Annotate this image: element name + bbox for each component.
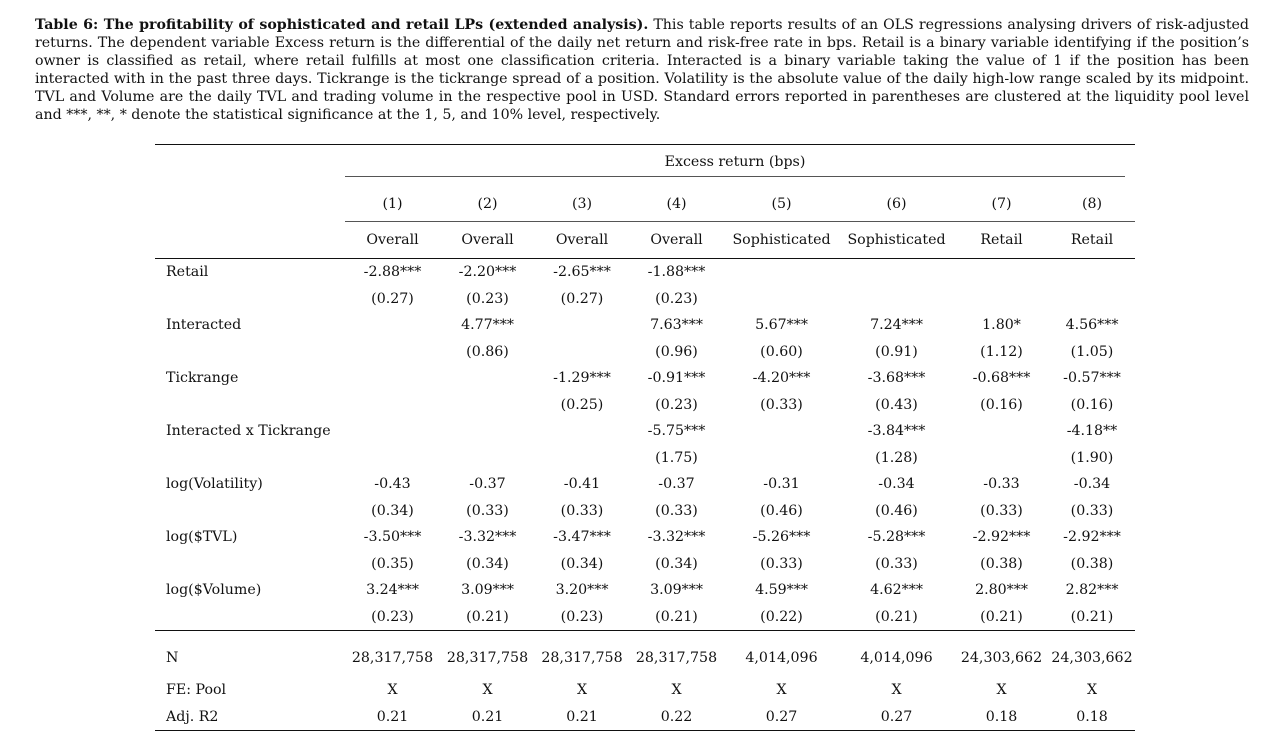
standard-error-cell: (0.35) [371,555,414,572]
standard-error-cell: (1.05) [1070,343,1114,360]
table-row-standard-errors [155,338,1135,365]
standard-error-cell: (0.21) [655,608,698,625]
coefficient-cell: 4.62*** [870,582,923,598]
table-row-standard-errors [155,444,1135,471]
standard-error-cell: (1.12) [980,343,1023,360]
table-row-standard-errors [155,391,1135,418]
coefficient-cell: -0.37 [658,476,695,492]
statistic-value-cell: X [482,682,493,699]
coefficient-cell: 4.56*** [1065,317,1119,333]
row-label: log(Volatility) [166,476,263,492]
standard-error-cell: (0.23) [655,290,698,307]
coefficient-cell: 4.59*** [755,582,808,598]
table-row-coefficients [155,418,1135,444]
column-sample-1: Overall [345,222,440,259]
standard-error-cell: (0.16) [1070,396,1114,413]
statistic-value-cell: X [891,682,902,699]
table-row-statistic [155,631,1135,678]
coefficient-cell: -2.65*** [553,264,611,280]
standard-error-cell: (0.33) [560,502,604,519]
statistic-label: Adj. R2 [166,708,219,725]
coefficient-cell [724,418,839,444]
caption-text: This table reports results of an OLS regressions analysing drivers of risk-adjusted returns. The dependent variable Excess return is the differential of the daily net return and risk-free rate in bps. Retail is a binary variable identifying if the position’s owner is classified as retail, where retail fulfills at most one classification criteria. Interacted is a binary variable taking the value of 1 if the position has been interacted with in the past three days. Tickrange is the tickrange spread of a position. Volatility is the absolute value of the daily high-low range scaled by its midpoint. TVL and Volume are the daily TVL and trading volume in the respective pool in USD. Standard errors reported in parentheses are clustered at the liquidity pool level and ***, **, * denote the statistical significance at the 1, 5, and 10% level, respectively. [35,17,1249,123]
coefficient-cell: 7.24*** [870,317,923,333]
coefficient-cell: -3.32*** [647,529,706,545]
coefficient-cell [440,365,535,391]
standard-error-cell: (0.16) [980,396,1023,413]
column-sample-4: Overall [629,222,724,259]
coefficient-cell: 1.80* [982,317,1021,333]
row-label: log($TVL) [166,529,238,545]
standard-error-cell: (0.43) [875,396,918,413]
coefficient-cell: -0.68*** [972,370,1031,386]
coefficient-cell: -5.75*** [647,423,706,439]
standard-error-cell: (0.27) [560,290,604,307]
standard-error-cell: (0.34) [466,555,509,572]
regression-table-container [155,144,1135,731]
coefficient-cell: -5.28*** [867,529,926,545]
column-sample-3: Overall [535,222,629,259]
standard-error-cell: (0.46) [875,502,918,519]
statistic-value-cell: 0.27 [880,708,913,725]
coefficient-cell: -0.57*** [1063,370,1121,386]
coefficient-cell: 7.63*** [650,317,703,333]
standard-error-cell: (0.23) [371,608,414,625]
statistic-value-cell: X [776,682,787,699]
column-sample-7: Retail [954,222,1049,259]
table-row-standard-errors [155,603,1135,631]
statistic-value-cell: 0.18 [985,708,1018,725]
coefficient-cell: -3.50*** [363,529,422,545]
coefficient-cell: -3.47*** [553,529,611,545]
column-number-6: (6) [839,186,954,222]
regression-table [155,144,1135,731]
coefficient-cell: -2.20*** [458,264,517,280]
coefficient-cell: -0.43 [374,476,411,492]
coefficient-cell [1049,259,1135,286]
table-row-coefficients [155,259,1135,286]
standard-error-cell: (0.96) [655,343,698,360]
coefficient-cell [724,259,839,286]
statistic-value-cell: X [996,682,1007,699]
statistic-label: N [155,631,345,678]
coefficient-cell: 3.20*** [555,582,609,598]
standard-error-cell: (0.34) [655,555,698,572]
coefficient-cell: 2.82*** [1065,582,1119,598]
row-label: Retail [166,264,209,280]
coefficient-cell: 4.77*** [461,317,514,333]
coefficient-cell: -3.68*** [867,370,926,386]
caption-label: Table 6: The profitability of sophisticated and retail LPs (extended analysis). [35,17,649,33]
coefficient-cell: -0.37 [469,476,506,492]
standard-error-cell [1049,285,1135,312]
statistic-value-cell: 0.21 [471,708,504,725]
standard-error-cell [954,444,1049,471]
coefficient-cell [954,418,1049,444]
standard-error-cell: (0.38) [1070,555,1114,572]
standard-error-cell [440,444,535,471]
statistic-value-cell: X [576,682,588,699]
statistic-value-cell: 0.21 [566,708,598,725]
standard-error-cell [535,444,629,471]
coefficient-cell [535,418,629,444]
standard-error-cell: (0.23) [560,608,604,625]
coefficient-cell: 3.24*** [366,582,419,598]
coefficient-cell: -0.41 [563,476,601,492]
standard-error-cell [440,391,535,418]
standard-error-cell: (0.25) [560,396,604,413]
coefficient-cell: -0.34 [1073,476,1111,492]
row-label: Tickrange [166,370,239,386]
bottom-rule [155,730,1135,731]
coefficient-cell: -2.92*** [1063,529,1121,545]
column-sample-2: Overall [440,222,535,259]
column-sample-5: Sophisticated [724,222,839,259]
statistic-value-cell: 28,317,758 [535,631,629,678]
standard-error-cell [345,338,440,365]
coefficient-cell: -0.31 [763,476,800,492]
table-row-statistic [155,677,1135,704]
table-body [155,145,1135,731]
coefficient-cell: -3.84*** [867,423,926,439]
coefficient-cell: -0.91*** [647,370,706,386]
coefficient-cell: -5.26*** [752,529,811,545]
coefficient-cell: 3.09*** [461,582,514,598]
table-row-standard-errors [155,550,1135,577]
standard-error-cell: (0.46) [760,502,803,519]
standard-error-cell [535,338,629,365]
standard-error-cell: (0.33) [980,502,1023,519]
standard-error-cell [345,391,440,418]
coefficient-cell: -4.20*** [752,370,811,386]
table-caption [35,16,1249,124]
statistic-value-cell: 0.21 [376,708,409,725]
standard-error-cell: (0.21) [1070,608,1114,625]
column-number-5: (5) [724,186,839,222]
coefficient-cell [535,312,629,338]
standard-error-cell: (0.21) [875,608,918,625]
standard-error-cell: (0.33) [655,502,698,519]
standard-error-cell: (0.23) [655,396,698,413]
statistic-value-cell: 0.22 [660,708,693,725]
statistic-value-cell: 4,014,096 [839,631,954,678]
coefficient-cell: -4.18** [1066,423,1118,439]
coefficient-cell: 5.67*** [755,317,808,333]
column-number-3: (3) [535,186,629,222]
standard-error-cell: (0.33) [760,555,803,572]
coefficient-cell [954,259,1049,286]
standard-error-cell: (0.34) [560,555,604,572]
coefficient-cell: -0.33 [983,476,1020,492]
coefficient-cell: -0.34 [878,476,915,492]
coefficient-cell [440,418,535,444]
standard-error-cell: (0.21) [466,608,509,625]
statistic-value-cell: 28,317,758 [629,631,724,678]
coefficient-cell [345,312,440,338]
statistic-value-cell: X [1086,682,1098,699]
coefficient-cell: -2.88*** [363,264,422,280]
coefficient-cell: 2.80*** [975,582,1028,598]
standard-error-cell: (0.22) [760,608,803,625]
statistic-value-cell: 4,014,096 [724,631,839,678]
standard-error-cell: (1.90) [1070,449,1114,466]
standard-error-cell: (0.33) [760,396,803,413]
standard-error-cell: (0.91) [875,343,918,360]
column-number-4: (4) [629,186,724,222]
dependent-variable-header-row [155,145,1135,186]
standard-error-cell [345,444,440,471]
row-label: Interacted [166,317,242,333]
standard-error-cell: (0.33) [466,502,509,519]
row-label: Interacted x Tickrange [166,423,331,439]
statistic-value-cell: 24,303,662 [954,631,1049,678]
column-number-8: (8) [1049,186,1135,222]
table-row-standard-errors [155,497,1135,524]
coefficient-cell [345,418,440,444]
table-row-statistic [155,704,1135,731]
statistic-value-cell: X [671,682,682,699]
standard-error-cell [954,285,1049,312]
standard-error-cell: (0.27) [371,290,414,307]
statistic-value-cell: 0.27 [765,708,798,725]
table-row-coefficients [155,577,1135,603]
column-numbers-row [155,186,1135,222]
column-number-7: (7) [954,186,1049,222]
dependent-variable-header: Excess return (bps) [345,154,1125,177]
table-row-standard-errors [155,285,1135,312]
standard-error-cell: (0.33) [875,555,918,572]
coefficient-cell [839,259,954,286]
statistic-value-cell: 28,317,758 [440,631,535,678]
column-number-1: (1) [345,186,440,222]
statistic-label: FE: Pool [166,682,227,699]
table-row-coefficients [155,365,1135,391]
standard-error-cell: (0.23) [466,290,509,307]
column-samples-row [155,222,1135,259]
standard-error-cell: (0.34) [371,502,414,519]
standard-error-cell: (0.86) [466,343,509,360]
standard-error-cell [724,444,839,471]
standard-error-cell: (0.21) [980,608,1023,625]
statistic-value-cell: 28,317,758 [345,631,440,678]
column-sample-6: Sophisticated [839,222,954,259]
row-label: log($Volume) [166,582,262,598]
statistic-value-cell: 0.18 [1076,708,1108,725]
standard-error-cell: (1.75) [655,449,698,466]
column-sample-8: Retail [1049,222,1135,259]
standard-error-cell [839,285,954,312]
coefficient-cell: 3.09*** [650,582,703,598]
statistic-value-cell: 24,303,662 [1049,631,1135,678]
coefficient-cell: -1.88*** [647,264,706,280]
coefficient-cell [345,365,440,391]
standard-error-cell: (0.33) [1070,502,1114,519]
standard-error-cell: (0.60) [760,343,803,360]
standard-error-cell: (1.28) [875,449,918,466]
coefficient-cell: -2.92*** [972,529,1031,545]
coefficient-cell: -1.29*** [553,370,611,386]
statistic-value-cell: X [387,682,398,699]
column-number-2: (2) [440,186,535,222]
coefficient-cell: -3.32*** [458,529,517,545]
table-row-coefficients [155,312,1135,338]
table-row-coefficients [155,524,1135,550]
standard-error-cell: (0.38) [980,555,1023,572]
table-row-coefficients [155,471,1135,497]
standard-error-cell [724,285,839,312]
